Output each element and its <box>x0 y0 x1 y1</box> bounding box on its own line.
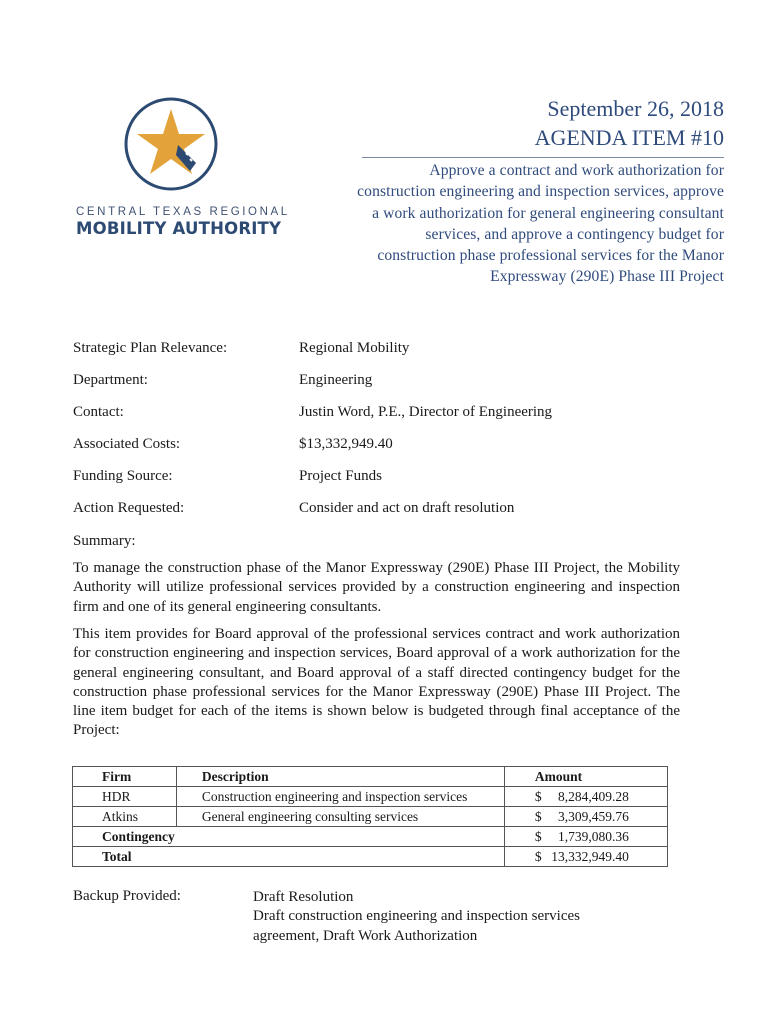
firm-cell: Atkins <box>73 807 177 827</box>
backup-item: Draft construction engineering and inspection services agreement, Draft Work Authorization <box>253 908 580 944</box>
column-header-description: Description <box>176 767 504 787</box>
header-divider <box>362 157 724 158</box>
meta-value: $13,332,949.40 <box>299 436 393 452</box>
firm-cell: HDR <box>73 787 177 807</box>
currency-symbol: $ <box>534 788 542 804</box>
amount-cell <box>504 787 667 807</box>
meta-label: Funding Source: <box>73 468 173 484</box>
contingency-label: Contingency <box>73 827 505 847</box>
meta-label: Action Requested: <box>73 500 185 516</box>
meta-value: Regional Mobility <box>299 340 410 356</box>
meta-value: Project Funds <box>299 468 382 484</box>
budget-table <box>72 766 668 867</box>
backup-item: Draft Resolution <box>253 889 354 905</box>
table-row <box>73 807 668 827</box>
currency-symbol: $ <box>534 808 542 824</box>
contingency-row <box>73 827 668 847</box>
description-cell: Construction engineering and inspection services <box>176 787 504 807</box>
agenda-item-number: AGENDA ITEM #10 <box>534 125 724 150</box>
summary-paragraph-1: To manage the construction phase of the Manor Expressway (290E) Phase III Project, the Mobility Authority will utilize professional services provided by a construction engineering and inspection firm and one of its general engineering consultants. <box>73 560 680 615</box>
amount-value: 3,309,459.76 <box>558 808 629 824</box>
star-road-icon <box>124 97 218 191</box>
logo-title: MOBILITY AUTHORITY <box>76 219 282 238</box>
backup-list <box>253 888 643 946</box>
meta-label: Associated Costs: <box>73 436 181 452</box>
agenda-item-description: Approve a contract and work authorization for construction engineering and inspection services, approve a work authorization for general engineering consultant services, and approve a contingency budget for construction phase professional services for the Manor Expressway (290E) Phase III Project <box>357 162 724 286</box>
total-label: Total <box>73 847 505 867</box>
amount-value: 8,284,409.28 <box>558 788 629 804</box>
amount-value: 1,739,080.36 <box>558 828 629 844</box>
description-cell: General engineering consulting services <box>176 807 504 827</box>
amount-value: 13,332,949.40 <box>551 848 629 864</box>
meta-value: Consider and act on draft resolution <box>299 500 515 516</box>
meta-value: Engineering <box>299 372 373 388</box>
table-row <box>73 787 668 807</box>
column-header-amount: Amount <box>504 767 667 787</box>
meta-label: Department: <box>73 372 148 388</box>
meeting-date: September 26, 2018 <box>547 96 724 121</box>
logo-subtitle: CENTRAL TEXAS REGIONAL <box>76 206 290 218</box>
amount-cell <box>504 827 667 847</box>
total-row <box>73 847 668 867</box>
table-header-row <box>73 767 668 787</box>
currency-symbol: $ <box>534 848 542 864</box>
meta-value: Justin Word, P.E., Director of Engineering <box>299 404 553 420</box>
meta-label: Strategic Plan Relevance: <box>73 340 228 356</box>
column-header-firm: Firm <box>73 767 177 787</box>
meta-label: Contact: <box>73 404 124 420</box>
amount-cell <box>504 847 667 867</box>
amount-cell <box>504 807 667 827</box>
backup-label: Backup Provided: <box>73 888 181 904</box>
summary-heading: Summary: <box>73 533 136 549</box>
summary-paragraph-2: This item provides for Board approval of the professional services contract and work authorization for construction engineering and inspection services, Board approval of a work authorization for the general engineering consultant, and Board approval of a staff directed contingency budget for the construction phase professional services for the Manor Expressway (290E) Phase III Project. The line item budget for each of the items is shown below is budgeted through final acceptance of the Project: <box>73 626 680 739</box>
currency-symbol: $ <box>534 828 542 844</box>
